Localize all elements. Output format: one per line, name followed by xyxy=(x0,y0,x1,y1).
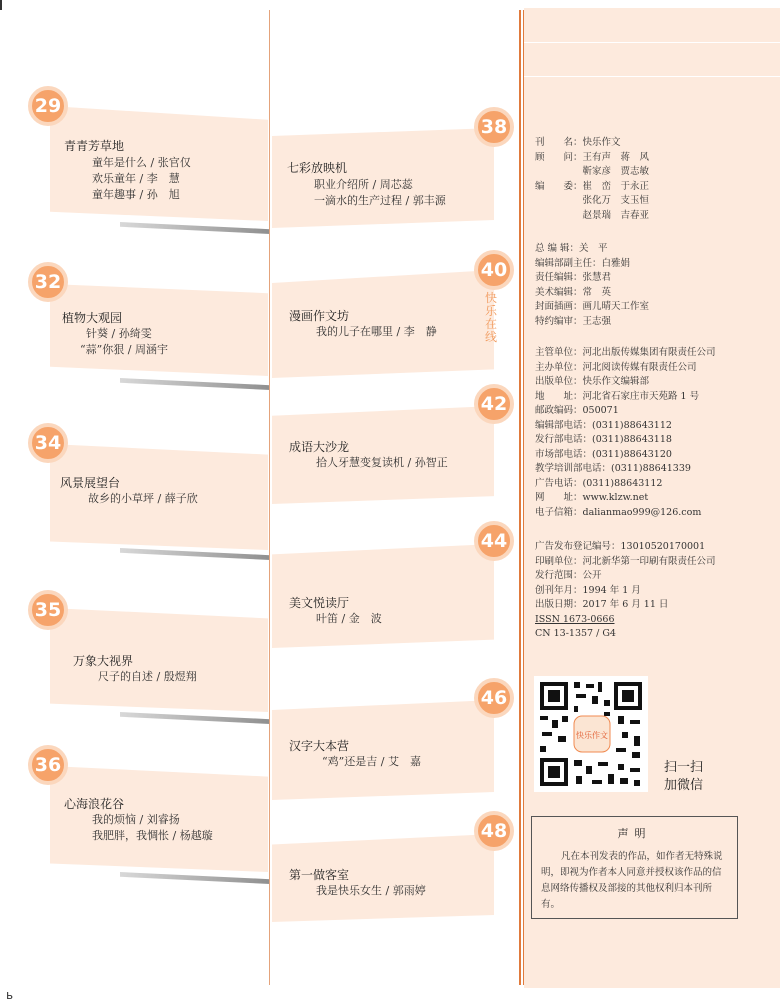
page-number-badge[interactable] xyxy=(28,745,68,785)
vertical-label: 快 乐 在 线 xyxy=(484,291,497,344)
page-number: 35 xyxy=(34,599,62,621)
crop-mark: ь xyxy=(6,988,14,1002)
masthead-line: 美术编辑：常 英 xyxy=(535,286,612,298)
masthead-line: 特约编审：王志强 xyxy=(535,315,612,327)
masthead-line: 印刷单位：河北新华第一印刷有限责任公司 xyxy=(535,555,716,567)
masthead-line: 主办单位：河北阅读传媒有限责任公司 xyxy=(535,361,697,373)
cn-number: CN 13-1357 / G4 xyxy=(535,628,616,639)
masthead-line: 张化万 支玉恒 xyxy=(535,195,650,206)
masthead-line: 总 编 辑：关 平 xyxy=(535,243,608,254)
masthead-staff xyxy=(535,242,649,329)
section-title[interactable]: 第一做客室 xyxy=(289,868,350,882)
card-shadow xyxy=(120,712,270,724)
card-shadow xyxy=(120,872,270,884)
scan-text: 扫一扫 xyxy=(664,760,704,775)
page-number-badge[interactable] xyxy=(28,86,68,126)
divider xyxy=(524,42,780,43)
section-title[interactable]: 美文悦读厅 xyxy=(289,596,350,610)
masthead-line: 邮政编码：050071 xyxy=(535,405,619,416)
section-card xyxy=(50,284,268,376)
section-title[interactable]: 漫画作文坊 xyxy=(289,309,350,323)
page-number: 40 xyxy=(480,259,508,281)
article-item[interactable]: 针葵 / 孙绮雯 xyxy=(86,327,152,340)
article-item[interactable]: 童年趣事 / 孙 旭 xyxy=(92,188,180,201)
section-title[interactable]: 植物大观园 xyxy=(62,311,123,325)
page-number-badge[interactable] xyxy=(28,423,68,463)
masthead-editorial-board xyxy=(535,136,649,223)
article-item[interactable]: 我的烦恼 / 刘睿扬 xyxy=(92,813,180,826)
masthead-line: 靳家彦 贾志敏 xyxy=(535,166,650,177)
masthead-line: 教学培训部电话：(0311)88641339 xyxy=(535,463,691,474)
copyright-notice xyxy=(531,816,738,919)
article-item[interactable]: 职业介绍所 / 周芯蕊 xyxy=(314,178,413,191)
page-number: 32 xyxy=(34,271,62,293)
page-number-badge[interactable] xyxy=(474,107,514,147)
masthead-line: 网 址：www.klzw.net xyxy=(535,492,649,503)
divider xyxy=(524,76,780,77)
page-number: 48 xyxy=(480,820,508,842)
masthead-line: 刊 名：快乐作文 xyxy=(535,137,621,148)
page-number: 29 xyxy=(34,95,62,117)
masthead-line: 发行部电话：(0311)88643118 xyxy=(535,434,672,445)
article-item[interactable]: 欢乐童年 / 李 慧 xyxy=(92,172,180,185)
masthead-line: 发行范围：公开 xyxy=(535,570,602,581)
qr-center-logo: 快乐作文 xyxy=(576,731,608,740)
column-divider xyxy=(519,10,521,985)
article-item[interactable]: 一滴水的生产过程 / 郭丰源 xyxy=(314,194,446,207)
masthead-publication-info xyxy=(535,540,716,642)
follow-wechat-text: 加微信 xyxy=(664,778,704,793)
qr-code-icon xyxy=(534,676,648,792)
article-item[interactable]: 我肥胖，我惆怅 / 杨越璇 xyxy=(92,829,213,842)
masthead-line: 编辑部副主任：白雅娟 xyxy=(535,257,631,269)
card-shadow xyxy=(120,378,270,390)
article-item[interactable]: 叶笛 / 金 波 xyxy=(316,612,382,625)
page-number-badge[interactable] xyxy=(28,262,68,302)
column-divider xyxy=(523,10,524,985)
section-title[interactable]: 汉字大本营 xyxy=(289,739,350,753)
masthead-line: 地 址：河北省石家庄市天苑路 1 号 xyxy=(535,390,700,402)
article-item[interactable]: 童年是什么 / 张官仅 xyxy=(92,156,191,169)
section-title[interactable]: 七彩放映机 xyxy=(287,161,348,175)
section-title[interactable]: 万象大视界 xyxy=(73,654,134,668)
page-number: 42 xyxy=(480,393,508,415)
scan-to-follow-label xyxy=(664,759,703,795)
masthead-line: 出版单位：快乐作文编辑部 xyxy=(535,376,650,387)
masthead-line: 责任编辑：张慧君 xyxy=(535,272,612,283)
masthead-publisher xyxy=(535,346,716,520)
page-number-badge[interactable] xyxy=(28,590,68,630)
masthead-line: 赵景瑞 吉春亚 xyxy=(535,209,650,221)
article-item[interactable]: 我的儿子在哪里 / 李 静 xyxy=(316,325,437,338)
page-number: 36 xyxy=(34,754,62,776)
section-title[interactable]: 成语大沙龙 xyxy=(289,440,350,454)
contents-left-column xyxy=(0,0,270,1001)
page-number: 46 xyxy=(480,687,508,709)
page-number-badge[interactable] xyxy=(474,678,514,718)
section-title[interactable]: 青青芳草地 xyxy=(64,139,125,153)
page-number: 44 xyxy=(480,530,508,552)
issn: ISSN 1673-0666 xyxy=(535,613,615,625)
section-title[interactable]: 心海浪花谷 xyxy=(64,797,125,811)
page-number-badge[interactable] xyxy=(474,811,514,851)
page-number: 34 xyxy=(34,432,62,454)
article-item[interactable]: 故乡的小草坪 / 薛子欣 xyxy=(88,492,198,505)
masthead-line: 封面插画：画儿晴天工作室 xyxy=(535,301,650,312)
masthead-line: 市场部电话：(0311)88643120 xyxy=(535,448,672,460)
page-number-badge[interactable] xyxy=(474,384,514,424)
page-number-badge[interactable] xyxy=(474,521,514,561)
masthead-line: 出版日期：2017 年 6 月 11 日 xyxy=(535,599,669,610)
column-divider xyxy=(269,10,270,985)
card-shadow xyxy=(120,548,270,560)
article-item[interactable]: 拾人牙慧变复读机 / 孙智正 xyxy=(316,456,448,469)
masthead-line: 编 委：崔 峦 于永正 xyxy=(535,180,650,192)
masthead-line: 主管单位：河北出版传媒集团有限责任公司 xyxy=(535,347,716,358)
article-item[interactable]: 尺子的自述 / 殷煜翔 xyxy=(98,670,197,683)
article-item[interactable]: 我是快乐女生 / 郭雨婷 xyxy=(316,884,426,897)
article-item[interactable]: “蒜”你狠 / 周涵宇 xyxy=(80,343,168,356)
page-number: 38 xyxy=(480,116,508,138)
masthead-line: 广告电话：(0311)88643112 xyxy=(535,477,663,489)
card-shadow xyxy=(120,222,270,234)
notice-title: 声明 xyxy=(617,827,652,840)
masthead-line: 创刊年月：1994 年 1 月 xyxy=(535,584,641,596)
page-number-badge[interactable] xyxy=(474,250,514,290)
wechat-qr-code[interactable] xyxy=(534,676,648,792)
masthead-line: 广告发布登记编号：13010520170001 xyxy=(535,541,706,552)
notice-body: 凡在本刊发表的作品，如作者无特殊说明，即视为作者本人同意并授权该作品的信息网络传播权及部接的其他权利归本刊所有。 xyxy=(541,851,723,910)
section-title[interactable]: 风景展望台 xyxy=(60,476,121,490)
masthead-line: 顾 问：王有声 蒋 风 xyxy=(535,151,650,163)
masthead-line[interactable]: 电子信箱：dalianmao999@126.com xyxy=(535,506,702,518)
masthead-line: 编辑部电话：(0311)88643112 xyxy=(535,419,672,431)
article-item[interactable]: “鸡”还是吉 / 艾 嘉 xyxy=(322,755,421,768)
